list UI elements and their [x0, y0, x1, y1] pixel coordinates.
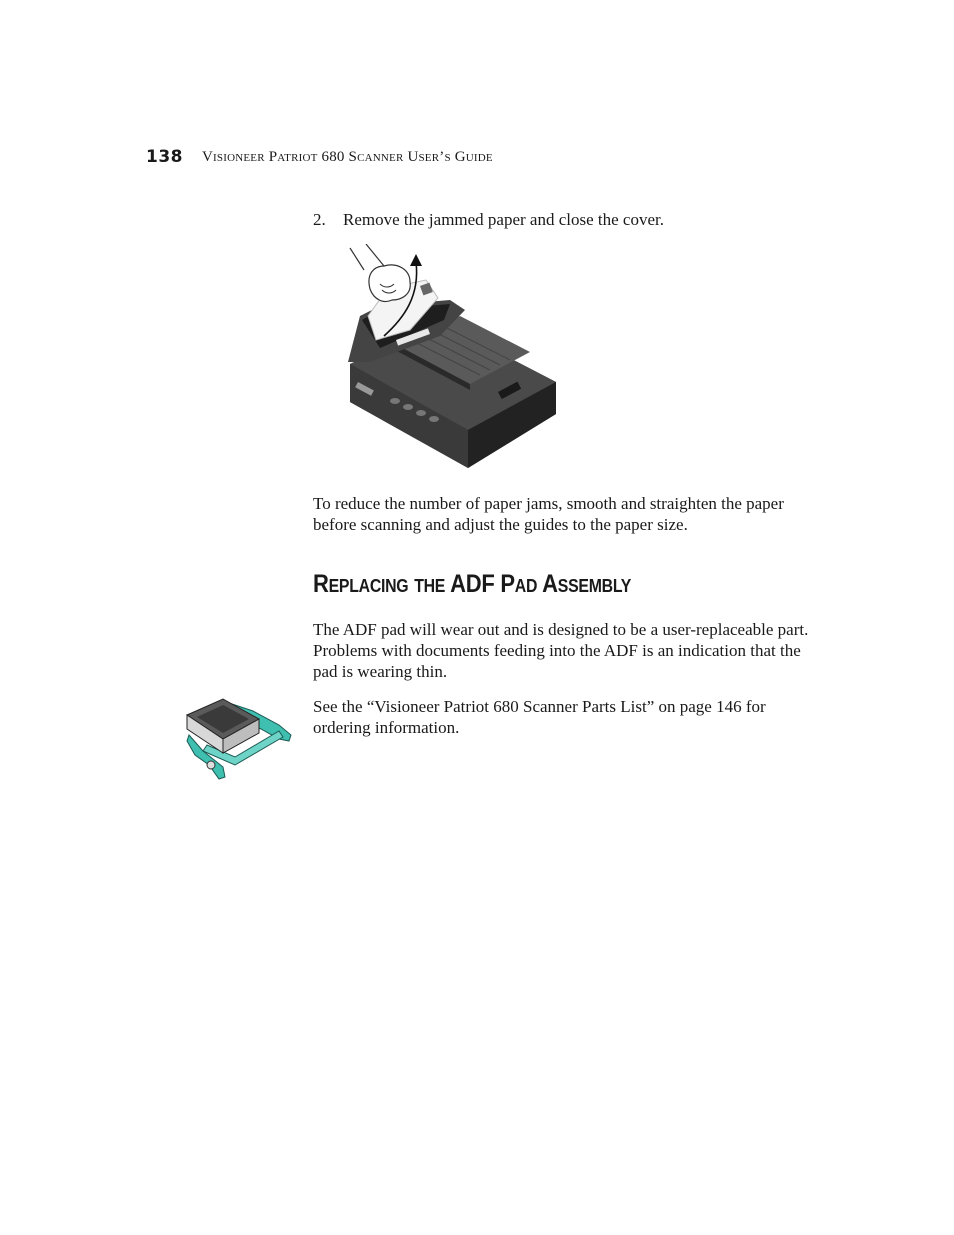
running-title: Visioneer Patriot 680 Scanner User’s Guide: [202, 149, 493, 165]
section-heading: Replacing the ADF Pad Assembly: [313, 570, 632, 598]
parts-list-paragraph: See the “Visioneer Patriot 680 Scanner Parts List” on page 146 for ordering information.: [313, 697, 766, 737]
step-number: 2.: [313, 210, 326, 229]
adf-pad-illustration: [183, 695, 295, 783]
paper-jam-paragraph: To reduce the number of paper jams, smooth and straighten the paper before scanning and adjust the guides to the paper size.: [313, 494, 784, 534]
adf-pad-wear-paragraph: The ADF pad will wear out and is designed to be a user-replaceable part. Problems with documents feeding into the ADF is an indication that the pad is wearing thin.: [313, 620, 809, 681]
page-number: 138: [146, 147, 183, 167]
step-2: [313, 210, 664, 230]
scanner-jam-illustration: [340, 244, 560, 472]
step-text: Remove the jammed paper and close the cover.: [343, 210, 664, 229]
